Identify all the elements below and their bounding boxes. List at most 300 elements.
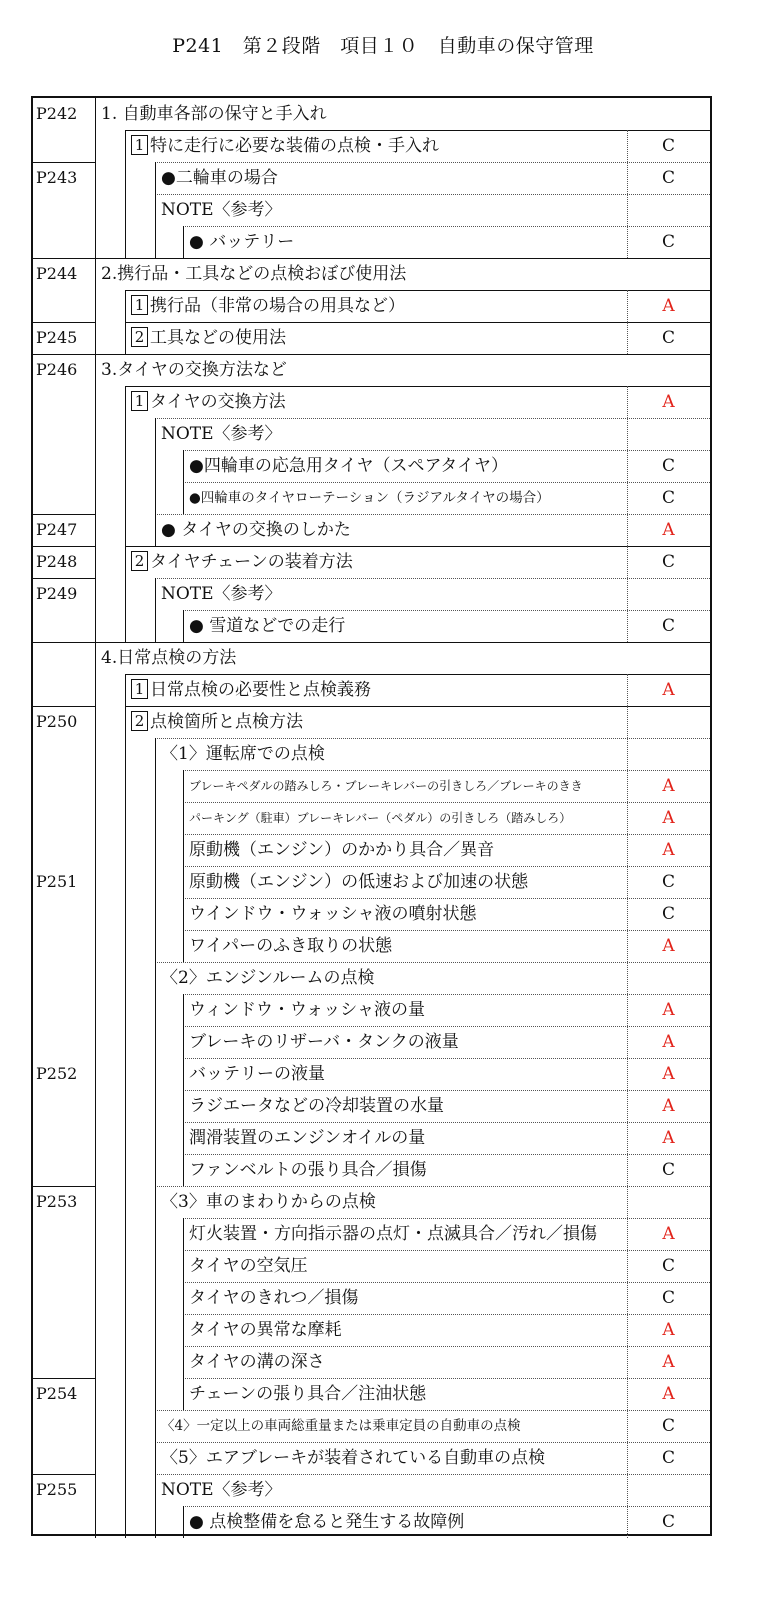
item-label: タイヤのきれつ／損傷: [189, 1288, 359, 1308]
page-reference: P247: [36, 520, 78, 539]
item-text: [189, 866, 528, 898]
item-text: [189, 1154, 427, 1186]
grade-column-divider: [627, 706, 628, 738]
grade-column-divider: [627, 1090, 628, 1122]
indent-divider: [125, 1474, 126, 1506]
indent-divider: [155, 1474, 156, 1506]
indent-divider: [183, 226, 184, 258]
item-text: [189, 1346, 325, 1378]
table-row: [33, 1122, 710, 1154]
item-text: [189, 1250, 308, 1282]
item-label: NOTE〈参考〉: [161, 200, 282, 220]
table-row: [33, 1026, 710, 1058]
item-text: [189, 1026, 459, 1058]
grade-column-divider: [627, 546, 628, 578]
grade-column-divider: [627, 418, 628, 450]
item-label: 携行品（非常の場合の用具など）: [150, 296, 405, 316]
item-number-box: 2: [131, 327, 148, 347]
item-text: [189, 1314, 342, 1346]
grade-c: C: [661, 552, 675, 572]
item-label: ファンベルトの張り具合／損傷: [189, 1160, 427, 1180]
item-text: [189, 1058, 325, 1090]
item-text: [189, 834, 494, 866]
table-row: [33, 1218, 710, 1250]
page-reference: P245: [36, 328, 78, 347]
item-label: 3.タイヤの交換方法など: [101, 360, 287, 380]
table-row: [33, 610, 710, 642]
grade-a: A: [662, 1096, 675, 1116]
page-reference: P243: [36, 168, 78, 187]
table-row: [33, 738, 710, 770]
indent-divider: [125, 930, 126, 962]
page-divider: [33, 546, 95, 547]
table-row: [33, 98, 710, 130]
item-text: [189, 1218, 597, 1250]
section-divider: [33, 354, 710, 355]
table-row: [33, 386, 710, 418]
table-row: [33, 354, 710, 386]
item-number-box: 2: [131, 711, 148, 731]
indent-divider: [155, 1058, 156, 1090]
grade-a: A: [662, 840, 675, 860]
row-divider: [125, 130, 710, 131]
item-text: [131, 674, 371, 706]
item-label: タイヤの空気圧: [189, 1256, 308, 1276]
grade-a: A: [662, 680, 675, 700]
grade-column-divider: [627, 738, 628, 770]
row-divider: [183, 1250, 710, 1251]
indent-divider: [155, 1122, 156, 1154]
page-reference: P249: [36, 584, 78, 603]
item-text: [189, 1378, 426, 1410]
item-label: 潤滑装置のエンジンオイルの量: [189, 1128, 426, 1148]
grade-column-divider: [627, 674, 628, 706]
indent-divider: [155, 162, 156, 194]
item-label: ワイパーのふき取りの状態: [189, 936, 393, 956]
grade-column-divider: [627, 1122, 628, 1154]
item-number-box: 2: [131, 551, 148, 571]
grade-column-divider: [627, 1058, 628, 1090]
indent-divider: [125, 162, 126, 194]
indent-divider: [155, 1314, 156, 1346]
item-label: 1. 自動車各部の保守と手入れ: [101, 104, 327, 124]
table-row: [33, 162, 710, 194]
item-text: [189, 482, 550, 514]
indent-divider: [183, 1506, 184, 1538]
row-divider: [125, 674, 710, 675]
indent-divider: [155, 834, 156, 866]
indent-divider: [125, 1122, 126, 1154]
indent-divider: [125, 866, 126, 898]
grade-c: C: [661, 1512, 675, 1532]
table-row: [33, 290, 710, 322]
table-row: [33, 1282, 710, 1314]
item-label: 灯火装置・方向指示器の点灯・点滅具合／汚れ／損傷: [189, 1224, 597, 1244]
item-label: 4.日常点検の方法: [101, 648, 237, 668]
item-text: [131, 290, 405, 322]
page-divider: [33, 322, 95, 323]
item-text: [161, 1474, 282, 1506]
indent-divider: [125, 290, 126, 322]
indent-divider: [183, 1346, 184, 1378]
indent-divider: [183, 1218, 184, 1250]
item-label: 〈5〉エアブレーキが装着されている自動車の点検: [161, 1448, 546, 1468]
grade-a: A: [662, 520, 675, 540]
table-row: [33, 418, 710, 450]
indent-divider: [125, 898, 126, 930]
grade-c: C: [661, 1416, 675, 1436]
page-reference: P244: [36, 264, 78, 283]
row-divider: [125, 706, 710, 707]
item-text: [189, 898, 476, 930]
table-row: [33, 802, 710, 834]
indent-divider: [125, 546, 126, 578]
row-divider: [125, 386, 710, 387]
item-text: [189, 1122, 425, 1154]
indent-divider: [183, 1314, 184, 1346]
table-row: [33, 1250, 710, 1282]
item-label: ブレーキペダルの踏みしろ・ブレーキレバーの引きしろ／ブレーキのきき: [189, 779, 583, 793]
item-text: [189, 994, 425, 1026]
grade-column-divider: [627, 1218, 628, 1250]
item-label: 特に走行に必要な装備の点検・手入れ: [150, 136, 439, 156]
indent-divider: [125, 834, 126, 866]
item-label: ウインドウ・ウォッシャ液の噴射状態: [189, 904, 477, 924]
table-row: [33, 642, 710, 674]
row-divider: [125, 322, 710, 323]
table-row: [33, 1442, 710, 1474]
grade-a: A: [662, 1064, 675, 1084]
indent-divider: [125, 322, 126, 354]
maintenance-checklist-table: [31, 96, 712, 1536]
indent-divider: [155, 738, 156, 770]
item-text: [161, 738, 325, 770]
table-row: [33, 514, 710, 546]
row-divider: [125, 546, 710, 547]
grade-a: A: [662, 1384, 675, 1404]
grade-c: C: [661, 904, 675, 924]
indent-divider: [155, 1506, 156, 1538]
table-row: [33, 450, 710, 482]
indent-divider: [125, 1186, 126, 1218]
indent-divider: [125, 674, 126, 706]
item-text: [189, 770, 583, 802]
indent-divider: [155, 418, 156, 450]
indent-divider: [155, 482, 156, 514]
page-reference: P242: [36, 104, 78, 123]
row-divider: [183, 226, 710, 227]
item-label: 工具などの使用法: [150, 328, 286, 348]
table-row: [33, 226, 710, 258]
item-label: ●四輪車のタイヤローテーション（ラジアルタイヤの場合）: [189, 490, 550, 506]
grade-column-divider: [627, 962, 628, 994]
item-text: [189, 802, 571, 834]
row-divider: [183, 1346, 710, 1347]
grade-column-divider: [627, 866, 628, 898]
table-row: [33, 194, 710, 226]
page-divider: [33, 1474, 95, 1475]
item-text: [189, 930, 392, 962]
grade-c: C: [661, 232, 675, 252]
grade-c: C: [661, 1448, 675, 1468]
item-text: [189, 1282, 358, 1314]
indent-divider: [125, 578, 126, 610]
grade-column-divider: [627, 162, 628, 194]
row-divider: [183, 1218, 710, 1219]
grade-a: A: [662, 808, 675, 828]
indent-divider: [183, 866, 184, 898]
page-divider: [33, 514, 95, 515]
page-reference: P253: [36, 1192, 78, 1211]
table-row: [33, 1474, 710, 1506]
item-label: 日常点検の必要性と点検義務: [150, 680, 371, 700]
grade-a: A: [662, 1128, 675, 1148]
indent-divider: [183, 610, 184, 642]
row-divider: [183, 1058, 710, 1059]
indent-divider: [125, 1506, 126, 1538]
item-label: 〈1〉運転席での点検: [161, 744, 325, 764]
indent-divider: [155, 1346, 156, 1378]
item-text: [101, 354, 287, 386]
indent-divider: [125, 802, 126, 834]
indent-divider: [125, 482, 126, 514]
indent-divider: [125, 1090, 126, 1122]
item-label: 原動機（エンジン）のかかり具合／異音: [189, 840, 495, 860]
page-reference: P254: [36, 1384, 78, 1403]
indent-divider: [183, 1090, 184, 1122]
item-text: [189, 610, 345, 642]
table-row: [33, 482, 710, 514]
item-label: ●二輪車の場合: [161, 168, 278, 188]
item-text: [101, 98, 327, 130]
indent-divider: [155, 994, 156, 1026]
indent-divider: [125, 962, 126, 994]
indent-divider: [155, 1186, 156, 1218]
table-row: [33, 546, 710, 578]
row-divider: [125, 290, 710, 291]
item-label: パーキング（駐車）ブレーキレバー（ペダル）の引きしろ（踏みしろ）: [189, 811, 572, 825]
grade-column-divider: [627, 1186, 628, 1218]
table-row: [33, 1186, 710, 1218]
indent-divider: [125, 450, 126, 482]
indent-divider: [125, 418, 126, 450]
grade-a: A: [662, 1224, 675, 1244]
table-row: [33, 1410, 710, 1442]
indent-divider: [155, 578, 156, 610]
table-row: [33, 1058, 710, 1090]
table-row: [33, 674, 710, 706]
grade-c: C: [661, 456, 675, 476]
indent-divider: [183, 1026, 184, 1058]
indent-divider: [155, 610, 156, 642]
grade-column-divider: [627, 1026, 628, 1058]
item-text: [161, 962, 375, 994]
grade-column-divider: [627, 322, 628, 354]
item-number-box: 1: [131, 679, 148, 699]
indent-divider: [183, 1058, 184, 1090]
grade-column-divider: [627, 1378, 628, 1410]
indent-divider: [125, 706, 126, 738]
page-reference: P252: [36, 1064, 78, 1083]
table-row: [33, 1378, 710, 1410]
grade-a: A: [662, 296, 675, 316]
item-label: タイヤの異常な摩耗: [189, 1320, 342, 1340]
item-label: ● タイヤの交換のしかた: [161, 520, 351, 540]
grade-column-divider: [627, 1314, 628, 1346]
grade-c: C: [661, 328, 675, 348]
grade-c: C: [661, 168, 675, 188]
item-label: 〈2〉エンジンルームの点検: [161, 968, 375, 988]
indent-divider: [155, 1250, 156, 1282]
grade-column-divider: [627, 1154, 628, 1186]
indent-divider: [155, 770, 156, 802]
section-divider: [33, 258, 710, 259]
item-text: [101, 258, 406, 290]
row-divider: [183, 1282, 710, 1283]
item-label: 点検箇所と点検方法: [150, 712, 303, 732]
item-text: [131, 386, 286, 418]
indent-divider: [125, 130, 126, 162]
page-reference: P251: [36, 872, 78, 891]
row-divider: [183, 930, 710, 931]
item-text: [131, 706, 303, 738]
row-divider: [183, 1090, 710, 1091]
item-label: タイヤの溝の深さ: [189, 1352, 325, 1372]
indent-divider: [183, 770, 184, 802]
item-text: [101, 642, 236, 674]
item-label: ●四輪車の応急用タイヤ（スペアタイヤ）: [189, 456, 508, 476]
row-divider: [183, 770, 710, 771]
row-divider: [183, 866, 710, 867]
row-divider: [183, 1026, 710, 1027]
grade-column-divider: [627, 130, 628, 162]
table-row: [33, 578, 710, 610]
grade-c: C: [661, 1160, 675, 1180]
indent-divider: [125, 1346, 126, 1378]
grade-c: C: [661, 488, 675, 508]
grade-column-divider: [627, 578, 628, 610]
grade-c: C: [661, 872, 675, 892]
item-text: [161, 1442, 545, 1474]
row-divider: [183, 1122, 710, 1123]
indent-divider: [155, 1442, 156, 1474]
grade-column-divider: [627, 226, 628, 258]
grade-a: A: [662, 1320, 675, 1340]
table-row: [33, 1090, 710, 1122]
row-divider: [183, 1378, 710, 1379]
grade-column-divider: [627, 450, 628, 482]
indent-divider: [183, 1250, 184, 1282]
page-reference: P246: [36, 360, 78, 379]
item-text: [161, 1410, 521, 1442]
item-label: ● 点検整備を怠ると発生する故障例: [189, 1512, 465, 1532]
page-title: P241 第２段階 項目１０ 自動車の保守管理: [172, 35, 594, 57]
indent-divider: [125, 226, 126, 258]
page-divider: [33, 1186, 95, 1187]
row-divider: [183, 1314, 710, 1315]
indent-divider: [155, 1378, 156, 1410]
grade-a: A: [662, 1352, 675, 1372]
item-text: [161, 418, 282, 450]
page-reference: P250: [36, 712, 78, 731]
indent-divider: [155, 962, 156, 994]
item-number-box: 1: [131, 295, 148, 315]
indent-divider: [183, 930, 184, 962]
grade-column-divider: [627, 1346, 628, 1378]
grade-column-divider: [627, 1474, 628, 1506]
indent-divider: [125, 610, 126, 642]
indent-divider: [183, 482, 184, 514]
indent-divider: [183, 898, 184, 930]
grade-a: A: [662, 776, 675, 796]
indent-divider: [183, 1122, 184, 1154]
item-label: ● 雪道などでの走行: [189, 616, 346, 636]
item-text: [161, 194, 282, 226]
item-text: [161, 162, 278, 194]
item-text: [161, 514, 351, 546]
indent-divider: [125, 1058, 126, 1090]
row-divider: [183, 802, 710, 803]
item-label: ウィンドウ・ウォッシャ液の量: [189, 1000, 425, 1020]
row-divider: [183, 1506, 710, 1507]
row-divider: [183, 898, 710, 899]
section-divider: [33, 642, 710, 643]
item-label: NOTE〈参考〉: [161, 1480, 282, 1500]
table-row: [33, 1346, 710, 1378]
table-row: [33, 770, 710, 802]
item-label: ラジエータなどの冷却装置の水量: [189, 1096, 444, 1116]
item-text: [161, 578, 282, 610]
indent-divider: [125, 1378, 126, 1410]
page-divider: [33, 162, 95, 163]
grade-column-divider: [627, 770, 628, 802]
indent-divider: [183, 1282, 184, 1314]
table-row: [33, 1314, 710, 1346]
indent-divider: [125, 770, 126, 802]
table-row: [33, 898, 710, 930]
grade-column-divider: [627, 1282, 628, 1314]
grade-a: A: [662, 1032, 675, 1052]
page-divider: [33, 1378, 95, 1379]
item-text: [189, 226, 294, 258]
indent-divider: [183, 802, 184, 834]
indent-divider: [155, 1090, 156, 1122]
indent-divider: [155, 226, 156, 258]
indent-divider: [125, 1410, 126, 1442]
row-divider: [183, 610, 710, 611]
row-divider: [183, 482, 710, 483]
item-label: 〈4〉一定以上の車両総重量または乗車定員の自動車の点検: [161, 1418, 521, 1434]
grade-c: C: [661, 1256, 675, 1276]
indent-divider: [125, 1442, 126, 1474]
item-label: チェーンの張り具合／注油状態: [189, 1384, 427, 1404]
grade-column-divider: [627, 610, 628, 642]
table-row: [33, 834, 710, 866]
item-label: NOTE〈参考〉: [161, 584, 282, 604]
table-row: [33, 322, 710, 354]
table-row: [33, 994, 710, 1026]
grade-column-divider: [627, 290, 628, 322]
table-row: [33, 866, 710, 898]
row-divider: [183, 994, 710, 995]
grade-column-divider: [627, 834, 628, 866]
table-row: [33, 130, 710, 162]
item-label: 原動機（エンジン）の低速および加速の状態: [189, 872, 529, 892]
page-reference: P248: [36, 552, 78, 571]
indent-divider: [125, 1314, 126, 1346]
indent-divider: [125, 1026, 126, 1058]
item-number-box: 1: [131, 135, 148, 155]
